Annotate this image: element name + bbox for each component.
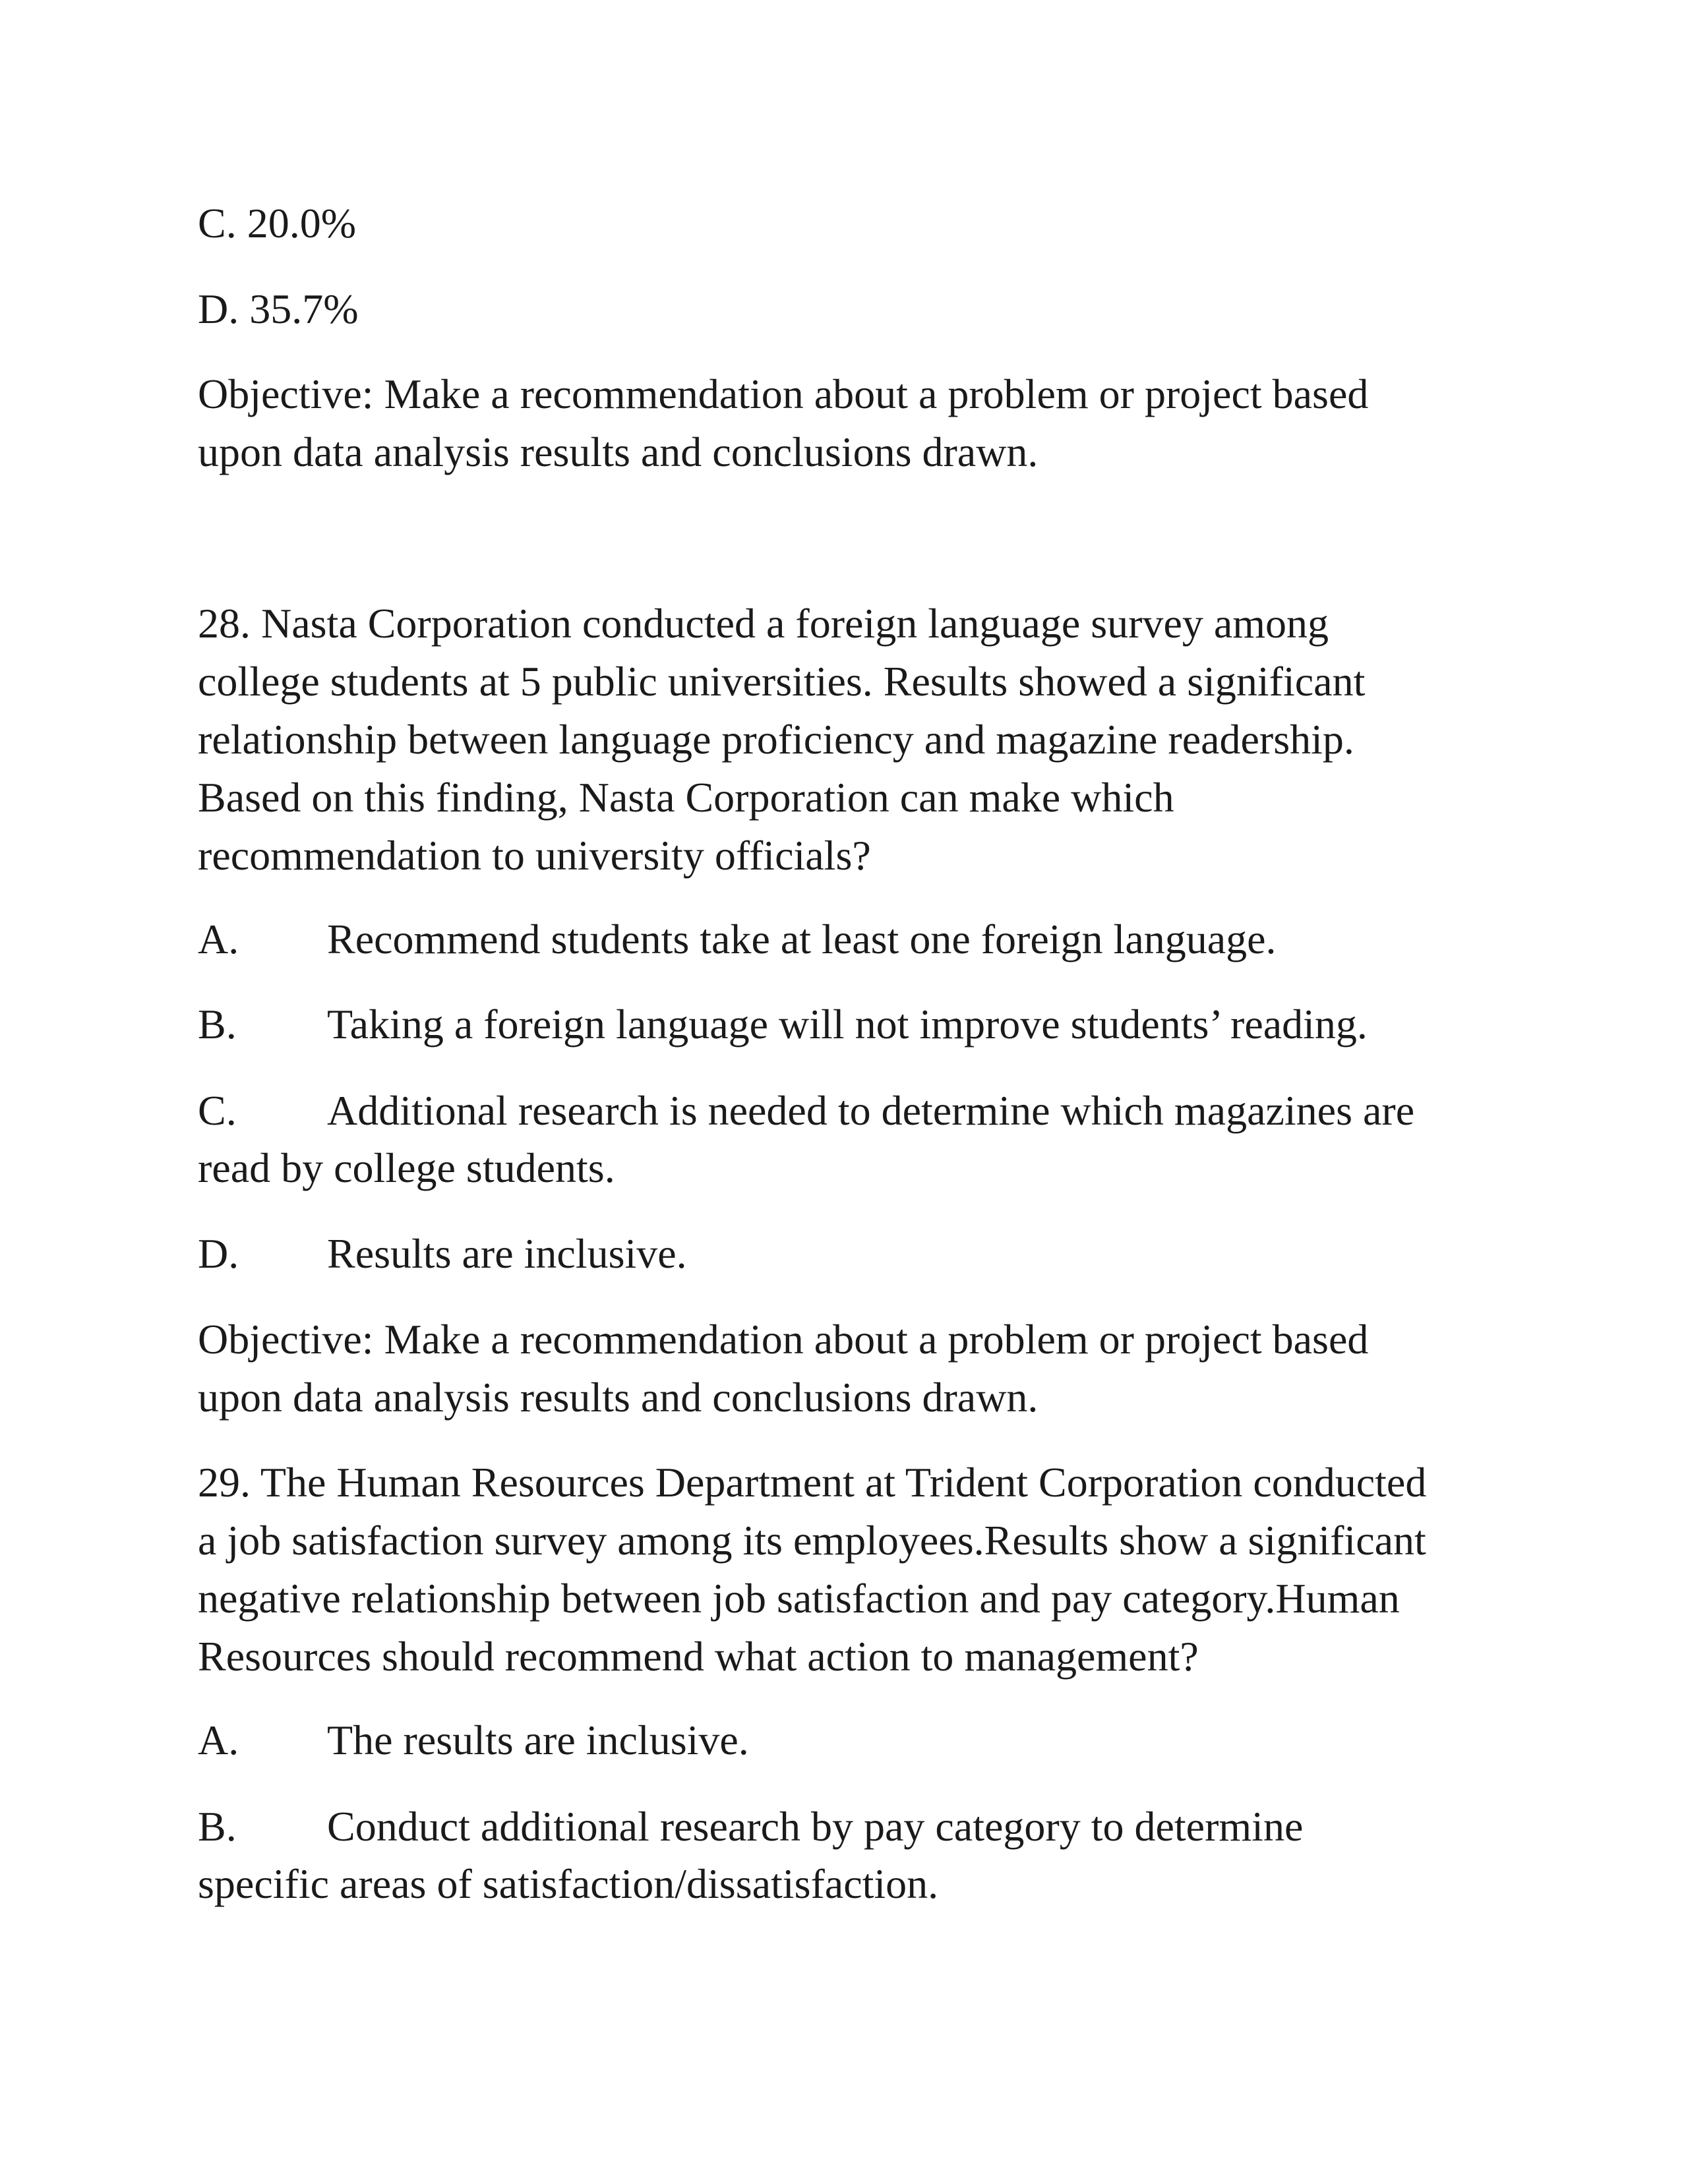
- question-29-line: 29. The Human Resources Department at Trident Corporation conducted: [198, 1459, 1427, 1506]
- option-letter: B.: [198, 1001, 237, 1048]
- q29-option-a: [198, 1711, 749, 1769]
- option-text: Conduct additional research by pay category to determine: [327, 1803, 1304, 1850]
- objective-1-line-1: Objective: Make a recommendation about a problem or project based: [198, 370, 1369, 417]
- option-d-35: D. 35.7%: [198, 285, 359, 332]
- question-29-line: a job satisfaction survey among its employees.Results show a significant: [198, 1517, 1426, 1564]
- option-letter: C.: [198, 1087, 237, 1134]
- option-letter: A.: [198, 1717, 239, 1763]
- question-29: [198, 1454, 1503, 1686]
- option-text: Taking a foreign language will not improve students’ reading.: [327, 1001, 1368, 1048]
- q28-option-c: [198, 1082, 1414, 1140]
- option-letter: A.: [198, 916, 239, 962]
- q28-option-d: [198, 1225, 687, 1283]
- q29-option-b-continuation: specific areas of satisfaction/dissatisfaction.: [198, 1860, 939, 1907]
- option-text: The results are inclusive.: [327, 1717, 749, 1763]
- option-text: Recommend students take at least one foreign language.: [327, 916, 1277, 962]
- objective-1-line-2: upon data analysis results and conclusions drawn.: [198, 428, 1039, 475]
- question-28-line: Based on this finding, Nasta Corporation can make which: [198, 774, 1174, 821]
- question-28-line: recommendation to university officials?: [198, 832, 871, 879]
- objective-2-line-2: upon data analysis results and conclusions drawn.: [198, 1374, 1039, 1421]
- question-28-line: relationship between language proficiency and magazine readership.: [198, 716, 1354, 763]
- question-28-line: 28. Nasta Corporation conducted a foreign language survey among: [198, 600, 1329, 647]
- question-29-line: Resources should recommend what action to management?: [198, 1633, 1199, 1680]
- option-letter: D.: [198, 1230, 239, 1277]
- q28-option-b: [198, 995, 1368, 1053]
- option-letter: B.: [198, 1803, 237, 1850]
- q28-option-a: [198, 910, 1277, 968]
- question-29-line: negative relationship between job satisfaction and pay category.Human: [198, 1575, 1400, 1622]
- objective-paragraph-1: [198, 365, 1503, 481]
- option-c-20: C. 20.0%: [198, 200, 356, 247]
- objective-2-line-1: Objective: Make a recommendation about a problem or project based: [198, 1316, 1369, 1363]
- objective-paragraph-2: [198, 1311, 1503, 1427]
- q29-option-b: [198, 1798, 1303, 1856]
- q28-option-c-continuation: read by college students.: [198, 1144, 615, 1191]
- question-28: [198, 595, 1503, 885]
- option-text: Results are inclusive.: [327, 1230, 687, 1277]
- question-28-line: college students at 5 public universities. Results showed a significant: [198, 658, 1366, 705]
- option-text: Additional research is needed to determine which magazines are: [327, 1087, 1415, 1134]
